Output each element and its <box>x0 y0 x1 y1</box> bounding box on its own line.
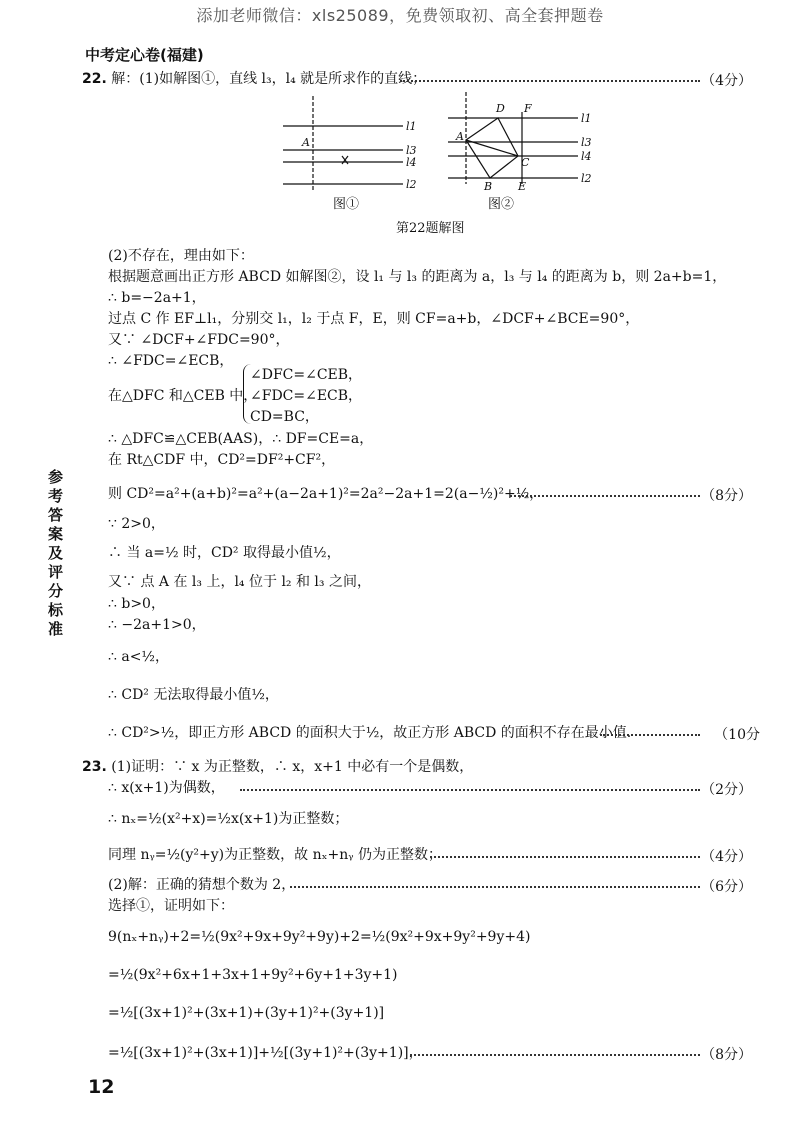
q23-line-2: ∴ x(x+1)为偶数， <box>108 780 225 796</box>
q23-line-8: =½(9x²+6x+1+3x+1+9y²+6y+1+3y+1) <box>108 967 398 983</box>
q22-line-6: 又∵ ∠DCF+∠FDC=90°， <box>108 332 290 348</box>
page-number: 12 <box>88 1076 115 1098</box>
page-header: 中考定心卷(福建) <box>85 46 204 64</box>
q22-line-15: ∴ b>0， <box>108 596 165 612</box>
q22-line-8d: CD=BC， <box>250 409 319 425</box>
leader-dots <box>600 734 700 736</box>
q22-line-12: ∵ 2>0， <box>108 516 165 532</box>
q22-line-8b: 在△DFC 和△CEB 中， <box>108 388 258 404</box>
q22-line-8c: ∠FDC=∠ECB， <box>250 388 363 404</box>
fig2-label-l2: l2 <box>581 172 592 185</box>
fig2-label-l4: l4 <box>581 150 592 163</box>
q23-line-1 <box>82 758 473 776</box>
fig2-label-d: D <box>496 102 505 115</box>
side-label: 参考答案及评分标准 <box>48 468 64 638</box>
q23-line-7: 9(nₓ+nᵧ)+2=½(9x²+9x+9y²+9y)+2=½(9x²+9x+9y²+9y+4) <box>108 929 531 945</box>
q23-line-5: (2)解：正确的猜想个数为 2， <box>108 877 296 893</box>
q22-line-9: ∴ △DFC≌△CEB(AAS)，∴ DF=CE=a， <box>108 431 374 447</box>
q22-line-16: ∴ −2a+1>0， <box>108 617 206 633</box>
q23-part1: (1)证明：∵ x 为正整数，∴ x，x+1 中必有一个是偶数， <box>111 759 474 775</box>
q22-line-4: ∴ b=−2a+1， <box>108 290 206 306</box>
score-8: （8分） <box>701 488 752 504</box>
fig2-label-c: C <box>521 156 530 169</box>
fig1-label-l3: l3 <box>406 144 417 157</box>
score-6: （6分） <box>701 879 752 895</box>
fig2-label-f: F <box>524 102 532 115</box>
q23-line-9: =½[(3x+1)²+(3x+1)+(3y+1)²+(3y+1)] <box>108 1005 385 1021</box>
fig1-label-l4: l4 <box>406 156 417 169</box>
q23-number: 23. <box>82 759 107 775</box>
score-4b: （4分） <box>701 849 752 865</box>
score-2: （2分） <box>701 782 752 798</box>
fig1-label-l2: l2 <box>406 178 417 191</box>
q22-line-3: 根据题意画出正方形 ABCD 如解图②，设 l₁ 与 l₃ 的距离为 a，l₃ 与 l₄ 的距离为 b，则 2a+b=1， <box>108 269 727 285</box>
leader-dots <box>400 80 700 82</box>
fig1-label-l1: l1 <box>406 120 417 133</box>
fig1-label-a: A <box>302 136 310 149</box>
q22-line-11: 则 CD²=a²+(a+b)²=a²+(a−2a+1)²=2a²−2a+1=2(a−½)²+½， <box>108 486 544 502</box>
q22-part1: 解：(1)如解图①，直线 l₃，l₄ 就是所求作的直线； <box>111 71 427 87</box>
leader-dots <box>240 789 700 791</box>
fig2-label-b: B <box>484 180 493 193</box>
watermark: 添加老师微信：xls25089，免费领取初、高全套押题卷 <box>196 6 604 25</box>
score-10: （10分 <box>714 727 760 743</box>
q22-line-10: 在 Rt△CDF 中，CD²=DF²+CF²， <box>108 452 336 468</box>
q22-line-14: 又∵ 点 A 在 l₃ 上，l₄ 位于 l₂ 和 l₃ 之间， <box>108 574 371 590</box>
q22-line-8a: ∠DFC=∠CEB， <box>250 367 363 383</box>
score-8b: （8分） <box>701 1047 752 1063</box>
q23-line-3: ∴ nₓ=½(x²+x)=½x(x+1)为正整数； <box>108 811 349 827</box>
fig2-label-l1: l1 <box>581 112 592 125</box>
q22-line-7: ∴ ∠FDC=∠ECB， <box>108 353 234 369</box>
leader-dots <box>290 886 700 888</box>
fig1-caption: 图① <box>333 197 360 212</box>
q22-line-2: (2)不存在，理由如下： <box>108 248 254 264</box>
score-4: （4分） <box>701 73 752 89</box>
q22-line-18: ∴ CD² 无法取得最小值½， <box>108 687 279 703</box>
q23-line-6: 选择①，证明如下： <box>108 898 234 914</box>
q22-number: 22. <box>82 71 107 87</box>
fig2-label-a: A <box>456 130 464 143</box>
fig2-label-l3: l3 <box>581 136 592 149</box>
q22-figures <box>278 84 598 244</box>
q22-line-5: 过点 C 作 EF⊥l₁，分别交 l₁，l₂ 于点 F，E，则 CF=a+b，∠DCF+∠BCE=90°， <box>108 311 640 327</box>
figure-title: 第22题解图 <box>396 221 465 236</box>
q22-line-13: ∴ 当 a=½ 时，CD² 取得最小值½， <box>108 545 341 561</box>
leader-dots <box>510 495 700 497</box>
q23-line-10: =½[(3x+1)²+(3x+1)]+½[(3y+1)²+(3y+1)]， <box>108 1045 423 1061</box>
fig2-label-e: E <box>518 180 527 193</box>
leader-dots <box>410 1054 700 1056</box>
q23-line-4: 同理 nᵧ=½(y²+y)为正整数，故 nₓ+nᵧ 仍为正整数； <box>108 847 442 863</box>
q22-line-19: ∴ CD²>½，即正方形 ABCD 的面积大于½，故正方形 ABCD 的面积不存在最小值. <box>108 725 632 741</box>
leader-dots <box>430 856 700 858</box>
q22-line-17: ∴ a<½， <box>108 649 170 665</box>
fig2-caption: 图② <box>488 197 515 212</box>
